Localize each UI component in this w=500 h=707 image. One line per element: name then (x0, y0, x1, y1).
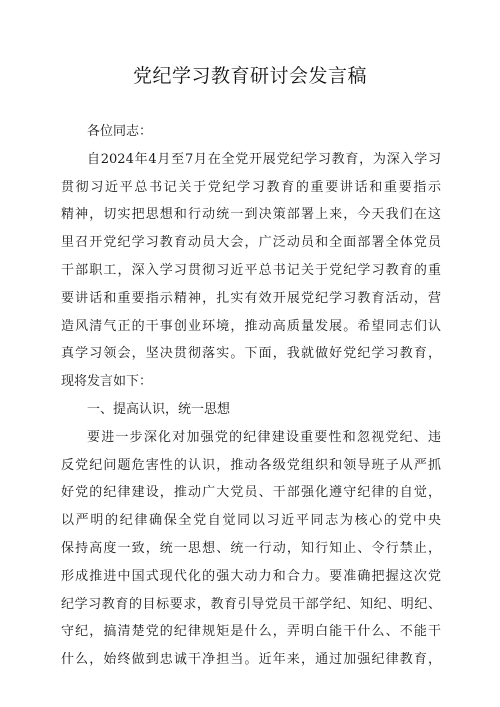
paragraph-line: 形成推进中国式现代化的强大动力和合力。要准确把握这次党 (61, 568, 441, 584)
paragraph-line: 守纪，搞清楚党的纪律规矩是什么，弄明白能干什么、不能干 (61, 624, 441, 640)
salutation: 各位同志： (87, 124, 153, 139)
paragraph-line: 真学习领会，坚决贯彻落实。下面，我就做好党纪学习教育， (61, 346, 441, 362)
paragraph-line: 保持高度一致，统一思想、统一行动，知行知止、令行禁止， (61, 540, 441, 556)
document-title: 党纪学习教育研讨会发言稿 (132, 65, 367, 87)
paragraph-line: 纪学习教育的目标要求，教育引导党员干部学纪、知纪、明纪、 (61, 596, 441, 612)
paragraph-line: 什么，始终做到忠诚干净担当。近年来，通过加强纪律教育， (61, 652, 441, 668)
paragraph-line: 造风清气正的干事创业环境，推动高质量发展。希望同志们认 (61, 318, 441, 334)
paragraph-line: 自2024年4月至7月在全党开展党纪学习教育，为深入学习 (87, 151, 441, 167)
paragraph-line: 贯彻习近平总书记关于党纪学习教育的重要讲话和重要指示 (61, 179, 441, 195)
paragraph-line: 以严明的纪律确保全党自觉同以习近平同志为核心的党中央 (61, 513, 441, 529)
section-heading: 一、提高认识，统一思想 (87, 401, 231, 417)
paragraph-line: 反党纪问题危害性的认识，推动各级党组织和领导班子从严抓 (61, 457, 441, 473)
paragraph-line: 要讲话和重要指示精神，扎实有效开展党纪学习教育活动，营 (61, 290, 441, 306)
paragraph-line: 精神，切实把思想和行动统一到决策部署上来，今天我们在这 (61, 207, 441, 223)
paragraph-line: 要进一步深化对加强党的纪律建设重要性和忽视党纪、违 (87, 429, 441, 445)
document-body (61, 118, 441, 674)
paragraph-line: 现将发言如下： (61, 374, 153, 390)
paragraph-line: 里召开党纪学习教育动员大会，广泛动员和全面部署全体党员 (61, 235, 441, 251)
paragraph-line: 干部职工，深入学习贯彻习近平总书记关于党纪学习教育的重 (61, 262, 441, 278)
paragraph-line: 好党的纪律建设，推动广大党员、干部强化遵守纪律的自觉， (61, 485, 441, 501)
